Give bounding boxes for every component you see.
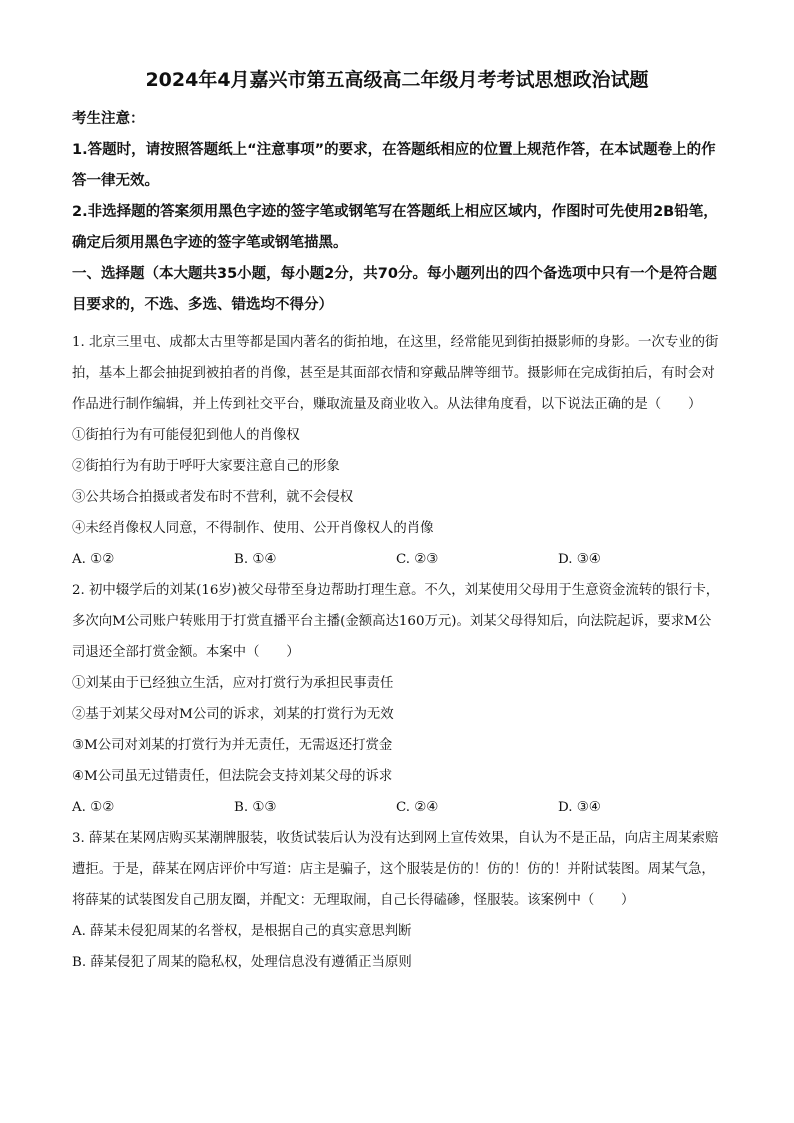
question-statement: ④M公司虽无过错责任，但法院会支持刘某父母的诉求 [72,769,393,784]
question-3 [72,823,722,978]
answer-options [72,544,722,575]
question-stem: 2. 初中辍学后的刘某(16岁)被父母带至身边帮助打理生意。不久，刘某使用父母用于生意资金流转的银行卡，多次向M公司账户转账用于打赏直播平台主播(金额高达160万元)。刘某父母得知后，向法院起诉，要求M公司退还全部打赏金额。本案中（ ） [72,583,720,660]
question-statement: ①街拍行为有可能侵犯到他人的肖像权 [72,428,300,443]
option-b: B. ①④ [234,552,277,567]
answer-options [72,792,722,823]
section-heading: 一、选择题（本大题共35小题，每小题2分，共70分。每小题列出的四个备选项中只有一个是符合题目要求的，不选、多选、错选均不得分） [72,266,717,313]
question-1 [72,327,722,575]
question-statement: ③M公司对刘某的打赏行为并无责任，无需返还打赏金 [72,738,393,753]
question-statement: ②基于刘某父母对M公司的诉求，刘某的打赏行为无效 [72,707,394,722]
exam-title: 2024年4月嘉兴市第五高级高二年级月考考试思想政治试题 [145,69,649,91]
notice-heading: 考生注意： [72,111,145,127]
option-d: D. ③④ [558,800,601,815]
notice-item-2: 2.非选择题的答案须用黑色字迹的签字笔或钢笔写在答题纸上相应区域内，作图时可先使用2B铅笔，确定后须用黑色字迹的签字笔或钢笔描黑。 [72,204,718,251]
question-option: B. 薛某侵犯了周某的隐私权，处理信息没有遵循正当原则 [72,955,412,970]
question-stem: 1. 北京三里屯、成都太古里等都是国内著名的街拍地，在这里，经常能见到街拍摄影师的身影。一次专业的街拍，基本上都会抽捉到被拍者的肖像，甚至是其面部衣情和穿戴品牌等细节。摄影师在完成街拍后，有时会对作品进行制作编辑，并上传到社交平台，赚取流量及商业收入。从法律角度看，以下说法正确的是（ ） [72,335,719,412]
option-d: D. ③④ [558,552,601,567]
option-b: B. ①③ [234,800,277,815]
option-a: A. ①② [72,552,115,567]
question-statement: ④未经肖像权人同意，不得制作、使用、公开肖像权人的肖像 [72,521,434,536]
question-statement: ②街拍行为有助于呼吁大家要注意自己的形象 [72,459,340,474]
question-option: A. 薛某未侵犯周某的名誉权，是根据自己的真实意思判断 [72,924,412,939]
option-c: C. ②④ [396,800,439,815]
option-c: C. ②③ [396,552,439,567]
notice-item-1: 1.答题时，请按照答题纸上“注意事项”的要求，在答题纸相应的位置上规范作答，在本试题卷上的作答一律无效。 [72,142,716,189]
question-statement: ③公共场合拍摄或者发布时不营利，就不会侵权 [72,490,354,505]
option-a: A. ①② [72,800,115,815]
question-statement: ①刘某由于已经独立生活，应对打赏行为承担民事责任 [72,676,394,691]
question-stem: 3. 薛某在某网店购买某潮牌服装，收货试装后认为没有达到网上宣传效果，自认为不是正品，向店主周某索赔遭拒。于是，薛某在网店评价中写道：店主是骗子，这个服装是仿的！仿的！仿的！并附试装图。周某气急，将薛某的试装图发自己朋友圈，并配文：无理取闹，自己长得磕碜，怪服装。该案例中（ ） [72,831,719,908]
question-2 [72,575,722,823]
